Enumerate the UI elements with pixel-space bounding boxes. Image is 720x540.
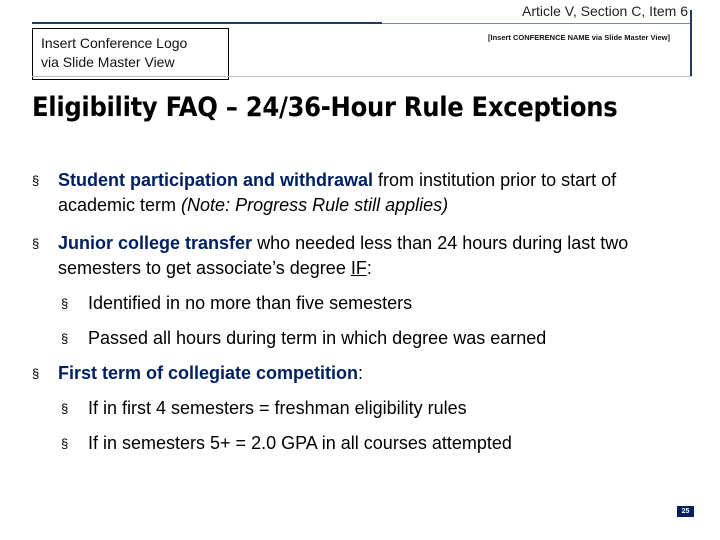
title-rule xyxy=(32,76,692,77)
sub-bullet-list xyxy=(32,291,692,351)
page-number: 25 xyxy=(677,506,694,517)
bullet-item xyxy=(32,361,692,386)
bullet-text-end: : xyxy=(366,258,372,278)
bullet-emphasis: IF xyxy=(350,258,367,278)
bullet-marker-icon: § xyxy=(61,296,69,311)
bullet-text: from institution prior to start of academic term xyxy=(58,170,617,215)
bullet-highlight: Student participation and withdrawal xyxy=(58,170,374,190)
bullet-highlight: Junior college transfer xyxy=(58,233,253,253)
header-rule-thin xyxy=(382,23,692,24)
bullet-item xyxy=(32,231,692,281)
logo-placeholder-line: via Slide Master View xyxy=(41,54,175,70)
bullet-text: who needed less than 24 hours during last two semesters to get associate’s degree xyxy=(58,233,629,278)
sub-bullet-text: Passed all hours during term in which degree was earned xyxy=(88,328,547,348)
sub-bullet-text: If in first 4 semesters = freshman eligibility rules xyxy=(88,398,467,418)
bullet-marker-icon: § xyxy=(32,173,40,188)
sub-bullet-text: If in semesters 5+ = 2.0 GPA in all courses attempted xyxy=(88,433,512,453)
bullet-text-end: : xyxy=(358,363,364,383)
bullet-marker-icon: § xyxy=(61,331,69,346)
logo-placeholder-line: Insert Conference Logo xyxy=(41,35,188,51)
bullet-marker-icon: § xyxy=(32,236,40,251)
bullet-highlight: First term of collegiate competition xyxy=(58,363,359,383)
sub-bullet-item xyxy=(32,396,692,421)
sub-bullet-text: Identified in no more than five semesters xyxy=(88,293,413,313)
sub-bullet-list xyxy=(32,396,692,456)
header-rule xyxy=(32,22,382,24)
article-reference: Article V, Section C, Item 6 xyxy=(522,3,688,19)
bullet-marker-icon: § xyxy=(61,436,69,451)
bullet-marker-icon: § xyxy=(61,401,69,416)
conference-name: [Insert CONFERENCE NAME via Slide Master View] xyxy=(488,33,670,42)
logo-placeholder xyxy=(32,28,229,80)
sub-bullet-item xyxy=(32,291,692,316)
header-vertical-rule xyxy=(690,10,692,76)
bullet-list xyxy=(32,168,692,466)
bullet-note: (Note: Progress Rule still applies) xyxy=(181,195,449,215)
sub-bullet-item xyxy=(32,431,692,456)
bullet-marker-icon: § xyxy=(32,366,40,381)
bullet-item xyxy=(32,168,692,218)
slide-title: Eligibility FAQ – 24/36-Hour Rule Exceptions xyxy=(32,92,618,123)
sub-bullet-item xyxy=(32,326,692,351)
